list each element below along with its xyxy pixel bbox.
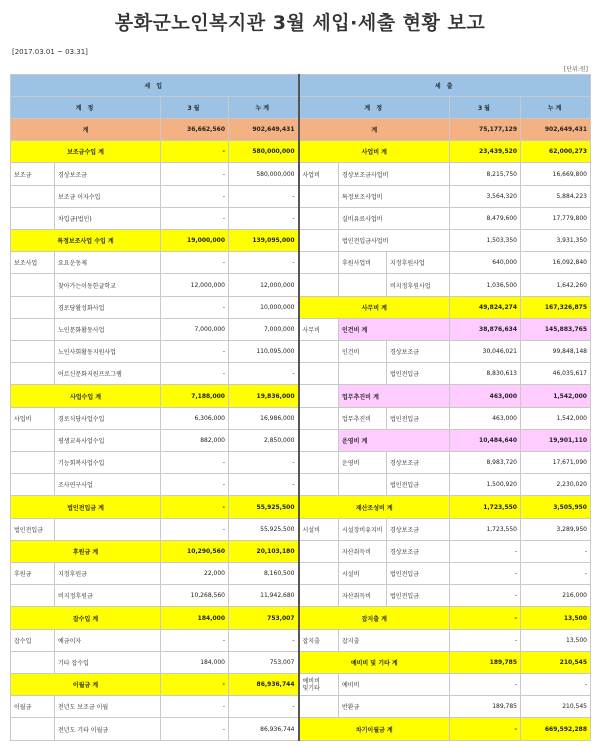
expense-cell: 902,649,431 (521, 119, 591, 141)
income-cell: 11,942,680 (229, 585, 299, 607)
income-cell: 19,000,000 (161, 230, 229, 252)
income-cell: 경상보조금 (55, 163, 161, 185)
expense-cell: 사무비 계 (299, 296, 450, 318)
expense-cell: 운영비 (339, 452, 387, 474)
expense-cell (339, 363, 387, 385)
section-header-row (11, 75, 591, 97)
income-cell: - (229, 452, 299, 474)
expense-cell: 669,592,288 (521, 718, 591, 740)
table-row (11, 563, 591, 585)
expense-cell: 1,723,550 (450, 518, 521, 540)
table-row (11, 518, 591, 540)
expense-cell (299, 407, 339, 429)
table-row (11, 318, 591, 340)
income-cell: - (161, 341, 229, 363)
column-header-row (11, 97, 591, 119)
income-cell: 7,000,000 (161, 318, 229, 340)
expense-cell: 1,642,260 (521, 274, 591, 296)
income-cell (11, 274, 55, 296)
expense-cell (339, 274, 387, 296)
expense-cell: 경상보조금사업비 (339, 163, 450, 185)
income-cell: - (161, 629, 229, 651)
expense-cell: 189,785 (450, 651, 521, 673)
table-row (11, 629, 591, 651)
expense-cell: 167,326,875 (521, 296, 591, 318)
income-cell: 19,836,000 (229, 385, 299, 407)
expense-cell (299, 474, 339, 496)
expense-cell: 자산취득비 (339, 585, 387, 607)
table-row (11, 119, 591, 141)
expense-cell: 시설장비유지비 (339, 518, 387, 540)
income-cell: 보조금 이자수입 (55, 185, 161, 207)
income-cell: 노인사회활동지원사업 (55, 341, 161, 363)
expense-month-header: 3월 (450, 97, 521, 119)
expense-cell: 38,876,634 (450, 318, 521, 340)
table-row (11, 496, 591, 518)
income-cell: - (161, 207, 229, 229)
income-cell: 2,850,000 (229, 429, 299, 451)
expense-cell: 17,779,800 (521, 207, 591, 229)
expense-cell (299, 363, 339, 385)
expense-cell: 법인전입금 (387, 563, 450, 585)
table-row (11, 651, 591, 673)
income-cell: - (229, 629, 299, 651)
income-cell: - (161, 474, 229, 496)
income-cell (11, 718, 55, 740)
expense-cell: 1,723,550 (450, 496, 521, 518)
expense-cell: 8,830,613 (450, 363, 521, 385)
expense-cell: 실비유료사업비 (339, 207, 450, 229)
expense-header: 세 출 (299, 75, 591, 97)
income-cell: 법인전입금 (11, 518, 55, 540)
expense-cell: - (450, 585, 521, 607)
income-cell: 보조사업 (11, 252, 55, 274)
income-cell: 55,925,500 (229, 518, 299, 540)
expense-cell: 49,824,274 (450, 296, 521, 318)
income-cell: 후원금 계 (11, 540, 161, 562)
report-period: [2017.03.01 ~ 03.31] (12, 48, 88, 56)
income-cell: 경로식당사업수입 (55, 407, 161, 429)
expense-cell: - (521, 540, 591, 562)
expense-cell: 경상보조금 (387, 341, 450, 363)
income-cell: - (161, 252, 229, 274)
expense-cell: 3,564,320 (450, 185, 521, 207)
expense-cell: 예비비 (339, 674, 450, 696)
expense-cell: 시설비 (299, 518, 339, 540)
table-row (11, 341, 591, 363)
expense-cell (299, 696, 339, 718)
income-cell: 753,007 (229, 651, 299, 673)
expense-cell: - (450, 540, 521, 562)
expense-cell (299, 540, 339, 562)
expense-cell: 13,500 (521, 629, 591, 651)
expense-cell (339, 474, 387, 496)
expense-cell: 10,484,640 (450, 429, 521, 451)
income-cell (11, 318, 55, 340)
expense-cell: - (450, 563, 521, 585)
income-cell: 이월금 (11, 696, 55, 718)
income-header: 세 입 (11, 75, 299, 97)
income-cell: 10,290,560 (161, 540, 229, 562)
unit-label: [단위:원] (563, 66, 588, 73)
income-cell: 사업비 (11, 407, 55, 429)
income-cell: - (229, 207, 299, 229)
expense-cell (299, 429, 339, 451)
expense-cell (299, 185, 339, 207)
income-cell: 86,936,744 (229, 674, 299, 696)
income-cell: 예금이자 (55, 629, 161, 651)
expense-cell: 75,177,129 (450, 119, 521, 141)
table-row (11, 429, 591, 451)
income-cell: 기능회복사업수입 (55, 452, 161, 474)
expense-cell: 5,884,223 (521, 185, 591, 207)
income-cell: 보조금수입 계 (11, 141, 161, 163)
expense-cell (299, 252, 339, 274)
expense-cell: 3,289,950 (521, 518, 591, 540)
income-cell: - (229, 185, 299, 207)
income-cell: 조사연구사업 (55, 474, 161, 496)
table-row (11, 674, 591, 696)
income-cell (11, 651, 55, 673)
income-account-header: 계 정 (11, 97, 161, 119)
income-cell: - (161, 185, 229, 207)
expense-cell: 1,036,500 (450, 274, 521, 296)
expense-cell: 업무추진비 계 (339, 385, 450, 407)
income-cell: - (161, 674, 229, 696)
expense-cell: 특정보조사업비 (339, 185, 450, 207)
income-expense-table (10, 74, 591, 741)
income-cell: 이월금 계 (11, 674, 161, 696)
income-cell (11, 341, 55, 363)
income-cell (11, 207, 55, 229)
income-cell: 580,000,000 (229, 141, 299, 163)
income-cell: - (161, 518, 229, 540)
income-cell (11, 185, 55, 207)
income-cell: 8,160,500 (229, 563, 299, 585)
expense-cell: 1,500,920 (450, 474, 521, 496)
income-cell: - (161, 718, 229, 740)
expense-cell: 3,505,950 (521, 496, 591, 518)
expense-cell: 계 (299, 119, 450, 141)
expense-cell: 30,046,021 (450, 341, 521, 363)
expense-cell: 인건비 (339, 341, 387, 363)
expense-cell: 법인전입금 (387, 585, 450, 607)
expense-cell: 반환금 (339, 696, 450, 718)
table-row (11, 296, 591, 318)
income-cell: 기타 잡수입 (55, 651, 161, 673)
income-cell: 계 (11, 119, 161, 141)
expense-cell: 법인전입금 (387, 407, 450, 429)
income-cell: 110,095,000 (229, 341, 299, 363)
expense-cell (299, 452, 339, 474)
income-cell (11, 296, 55, 318)
expense-cell: - (450, 607, 521, 629)
table-row (11, 185, 591, 207)
expense-cell: 재산조성비 계 (299, 496, 450, 518)
income-cell: 보조금 (11, 163, 55, 185)
income-cell: 12,000,000 (229, 274, 299, 296)
expense-cell (299, 385, 339, 407)
expense-cell: 46,035,617 (521, 363, 591, 385)
income-cell: - (161, 452, 229, 474)
expense-cell: 잡지출 (339, 629, 450, 651)
income-cell: 평생교육사업수입 (55, 429, 161, 451)
income-cell (11, 585, 55, 607)
income-cell: 184,000 (161, 651, 229, 673)
expense-cell (299, 585, 339, 607)
income-cell: 사업수입 계 (11, 385, 161, 407)
expense-cell: 463,000 (450, 385, 521, 407)
expense-cell: 99,848,148 (521, 341, 591, 363)
expense-cell: 법인전입금사업비 (339, 230, 450, 252)
table-row (11, 230, 591, 252)
expense-cell: 62,000,273 (521, 141, 591, 163)
expense-cell: 17,671,090 (521, 452, 591, 474)
income-cell: 7,188,000 (161, 385, 229, 407)
expense-cell: 8,479,600 (450, 207, 521, 229)
income-cell: 7,000,000 (229, 318, 299, 340)
expense-cell: 경상보조금 (387, 540, 450, 562)
expense-cell: 1,503,350 (450, 230, 521, 252)
expense-cell: - (450, 674, 521, 696)
income-cell: 6,306,000 (161, 407, 229, 429)
expense-cell: 210,545 (521, 696, 591, 718)
expense-cell: 지정후원사업 (387, 252, 450, 274)
income-cell: 139,095,000 (229, 230, 299, 252)
table-row (11, 274, 591, 296)
income-cell: 86,936,744 (229, 718, 299, 740)
expense-cell: 1,542,000 (521, 407, 591, 429)
income-cell: 전년도 보조금 이월 (55, 696, 161, 718)
expense-cell: 16,092,840 (521, 252, 591, 274)
income-cell: 902,649,431 (229, 119, 299, 141)
income-cell: - (161, 141, 229, 163)
income-cell: 후원금 (11, 563, 55, 585)
expense-cell: - (450, 629, 521, 651)
table-row (11, 252, 591, 274)
table-row (11, 452, 591, 474)
income-cell: 찾아가는이동한글학교 (55, 274, 161, 296)
income-cell (11, 363, 55, 385)
income-cell: 22,000 (161, 563, 229, 585)
expense-cell: 사업비 계 (299, 141, 450, 163)
table-row (11, 363, 591, 385)
income-cell: 10,000,000 (229, 296, 299, 318)
expense-cell: 자산취득비 (339, 540, 387, 562)
income-cell: 특정보조사업 수입 계 (11, 230, 161, 252)
income-cell: 지정후원금 (55, 563, 161, 585)
expense-cell: 13,500 (521, 607, 591, 629)
expense-cell (299, 230, 339, 252)
table-row (11, 585, 591, 607)
income-cell: 882,000 (161, 429, 229, 451)
income-cell: 184,000 (161, 607, 229, 629)
expense-cell: 2,230,020 (521, 474, 591, 496)
expense-cell: 비지정후원사업 (387, 274, 450, 296)
income-cell: 어르신문화지원프로그램 (55, 363, 161, 385)
income-cumulative-header: 누계 (229, 97, 299, 119)
expense-cell: 3,931,350 (521, 230, 591, 252)
expense-cell: 189,785 (450, 696, 521, 718)
income-cell (11, 452, 55, 474)
income-cell: - (229, 474, 299, 496)
income-cell: - (229, 252, 299, 274)
income-cell: 잡수입 (11, 629, 55, 651)
income-cell (11, 474, 55, 496)
expense-cell: 사무비 (299, 318, 339, 340)
income-cell: 753,007 (229, 607, 299, 629)
table-row (11, 540, 591, 562)
table-row (11, 207, 591, 229)
expense-cell: 463,000 (450, 407, 521, 429)
expense-cell: 23,439,520 (450, 141, 521, 163)
income-cell (11, 429, 55, 451)
income-cell: 36,662,560 (161, 119, 229, 141)
income-cell: 경로당활성화사업 (55, 296, 161, 318)
expense-cell: 640,000 (450, 252, 521, 274)
expense-cell: 잡지출 계 (299, 607, 450, 629)
expense-cell: 후원사업비 (339, 252, 387, 274)
expense-cell: 예비비 및기타 (299, 674, 339, 696)
expense-cell (299, 207, 339, 229)
expense-cell (299, 341, 339, 363)
income-cell: - (161, 496, 229, 518)
income-cell: - (229, 363, 299, 385)
expense-cell: 인건비 계 (339, 318, 450, 340)
expense-cell: - (450, 718, 521, 740)
table-row (11, 407, 591, 429)
income-cell: 노인문화활동사업 (55, 318, 161, 340)
expense-cell: 1,542,000 (521, 385, 591, 407)
expense-cell: 차기이월금 계 (299, 718, 450, 740)
expense-cell: 법인전입금 (387, 363, 450, 385)
page-title: 봉화군노인복지관 3월 세입·세출 현황 보고 (114, 12, 486, 34)
table-row (11, 718, 591, 740)
expense-cell: 업무추진비 (339, 407, 387, 429)
expense-cell: 예비비 및 기타 계 (299, 651, 450, 673)
expense-cell: 145,883,765 (521, 318, 591, 340)
expense-cell: 운영비 계 (339, 429, 450, 451)
income-cell: 580,000,000 (229, 163, 299, 185)
expense-cell: 216,000 (521, 585, 591, 607)
income-cell (55, 518, 161, 540)
income-cell: 12,000,000 (161, 274, 229, 296)
expense-cell (299, 563, 339, 585)
table-row (11, 163, 591, 185)
expense-account-header: 계 정 (299, 97, 450, 119)
expense-cumulative-header: 누계 (521, 97, 591, 119)
income-cell: 잡수입 계 (11, 607, 161, 629)
income-cell: - (161, 163, 229, 185)
table-row (11, 141, 591, 163)
income-cell: 전년도 기타 이월금 (55, 718, 161, 740)
expense-cell (299, 274, 339, 296)
income-cell: 16,986,000 (229, 407, 299, 429)
expense-cell: 사업비 (299, 163, 339, 185)
table-row (11, 607, 591, 629)
income-cell: 법인전입금 계 (11, 496, 161, 518)
expense-cell: 잡지출 (299, 629, 339, 651)
expense-cell: 경상보조금 (387, 452, 450, 474)
expense-cell: - (521, 674, 591, 696)
income-cell: - (229, 696, 299, 718)
income-cell: - (161, 363, 229, 385)
income-cell: - (161, 696, 229, 718)
income-cell: 10,268,560 (161, 585, 229, 607)
income-cell: - (161, 296, 229, 318)
expense-cell: 법인전입금 (387, 474, 450, 496)
income-cell: 비지정후원금 (55, 585, 161, 607)
table-row (11, 474, 591, 496)
income-cell: 20,103,180 (229, 540, 299, 562)
expense-cell: 8,983,720 (450, 452, 521, 474)
expense-cell: 경상보조금 (387, 518, 450, 540)
expense-cell: - (521, 563, 591, 585)
table-row (11, 385, 591, 407)
expense-cell: 19,901,110 (521, 429, 591, 451)
expense-cell: 시설비 (339, 563, 387, 585)
table-row (11, 696, 591, 718)
income-month-header: 3월 (161, 97, 229, 119)
income-cell: 요요운동제 (55, 252, 161, 274)
expense-cell: 8,215,750 (450, 163, 521, 185)
expense-cell: 16,669,800 (521, 163, 591, 185)
income-cell: 55,925,500 (229, 496, 299, 518)
expense-cell: 210,545 (521, 651, 591, 673)
income-cell: 차입금(법인) (55, 207, 161, 229)
